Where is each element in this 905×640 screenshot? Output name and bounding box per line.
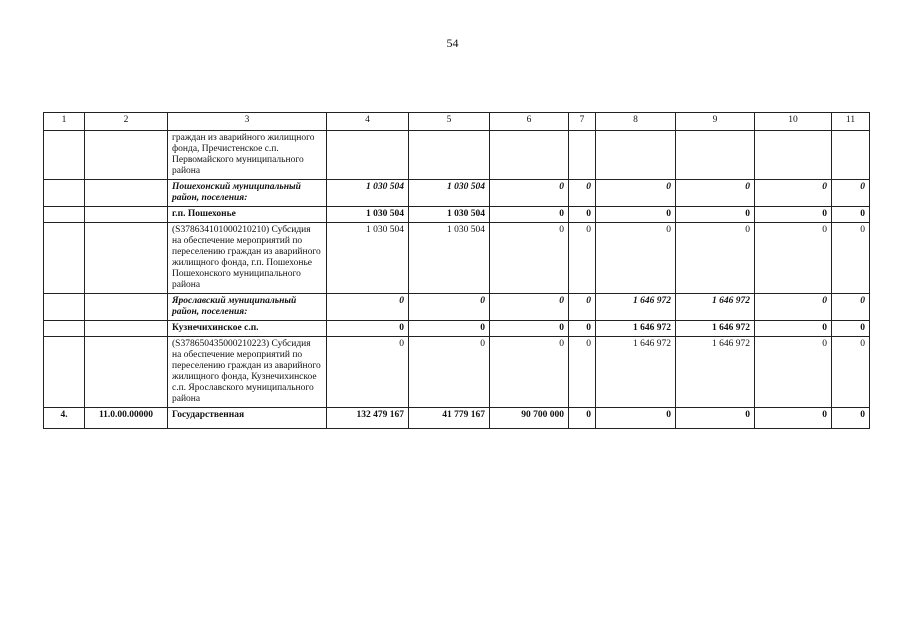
value-cell: 0 (409, 321, 490, 337)
code-cell (85, 321, 168, 337)
value-cell: 0 (832, 294, 870, 321)
budget-table (43, 112, 870, 429)
column-header: 9 (676, 113, 755, 131)
description-cell: Государственная (168, 408, 327, 429)
value-cell: 0 (832, 223, 870, 294)
code-cell (85, 294, 168, 321)
column-header: 4 (327, 113, 409, 131)
table-row (44, 131, 870, 180)
value-cell (832, 131, 870, 180)
value-cell: 0 (596, 408, 676, 429)
value-cell: 0 (490, 223, 569, 294)
row-number-cell (44, 131, 85, 180)
value-cell: 0 (676, 207, 755, 223)
value-cell: 0 (596, 180, 676, 207)
table-row (44, 223, 870, 294)
value-cell (409, 131, 490, 180)
value-cell: 0 (569, 207, 596, 223)
description-cell: (S378650435000210223) Субсидия на обеспечение мероприятий по переселению граждан из аварийного жилищного фонда, Кузнечихинское с.п. Ярославского муниципального района (168, 337, 327, 408)
value-cell: 0 (490, 337, 569, 408)
value-cell: 1 646 972 (596, 337, 676, 408)
value-cell: 0 (755, 337, 832, 408)
value-cell: 0 (755, 207, 832, 223)
column-header: 3 (168, 113, 327, 131)
value-cell: 0 (569, 294, 596, 321)
code-cell (85, 337, 168, 408)
value-cell: 0 (569, 223, 596, 294)
value-cell: 0 (676, 408, 755, 429)
value-cell: 0 (327, 337, 409, 408)
value-cell (596, 131, 676, 180)
value-cell: 0 (596, 207, 676, 223)
column-header: 10 (755, 113, 832, 131)
column-header: 2 (85, 113, 168, 131)
description-cell: граждан из аварийного жилищного фонда, Пречистенское с.п. Первомайского муниципального района (168, 131, 327, 180)
value-cell: 1 646 972 (596, 294, 676, 321)
value-cell: 1 030 504 (327, 207, 409, 223)
value-cell: 0 (676, 180, 755, 207)
description-cell: Пошехонский муниципальный район, поселения: (168, 180, 327, 207)
table-row (44, 294, 870, 321)
value-cell: 1 030 504 (409, 180, 490, 207)
value-cell: 1 646 972 (596, 321, 676, 337)
value-cell: 90 700 000 (490, 408, 569, 429)
value-cell: 0 (327, 321, 409, 337)
value-cell: 1 030 504 (409, 207, 490, 223)
description-cell: Ярославский муниципальный район, поселения: (168, 294, 327, 321)
value-cell: 0 (596, 223, 676, 294)
value-cell (676, 131, 755, 180)
value-cell: 0 (755, 321, 832, 337)
value-cell: 0 (409, 294, 490, 321)
value-cell (569, 131, 596, 180)
table-row (44, 337, 870, 408)
value-cell: 0 (327, 294, 409, 321)
code-cell (85, 180, 168, 207)
value-cell: 0 (569, 337, 596, 408)
value-cell: 0 (832, 337, 870, 408)
value-cell: 0 (490, 321, 569, 337)
value-cell: 1 030 504 (327, 180, 409, 207)
row-number-cell (44, 294, 85, 321)
column-header: 6 (490, 113, 569, 131)
code-cell (85, 207, 168, 223)
value-cell (327, 131, 409, 180)
value-cell: 0 (832, 180, 870, 207)
value-cell: 0 (832, 408, 870, 429)
value-cell: 0 (569, 321, 596, 337)
table-row (44, 321, 870, 337)
value-cell: 0 (832, 321, 870, 337)
value-cell (755, 131, 832, 180)
value-cell: 0 (832, 207, 870, 223)
value-cell: 0 (490, 294, 569, 321)
table-row (44, 180, 870, 207)
value-cell: 41 779 167 (409, 408, 490, 429)
column-header: 1 (44, 113, 85, 131)
value-cell: 0 (755, 180, 832, 207)
value-cell: 1 646 972 (676, 321, 755, 337)
row-number-cell (44, 207, 85, 223)
value-cell: 0 (569, 180, 596, 207)
value-cell: 1 646 972 (676, 294, 755, 321)
header-row (44, 113, 870, 131)
column-header: 7 (569, 113, 596, 131)
row-number-cell (44, 321, 85, 337)
value-cell: 0 (676, 223, 755, 294)
row-number-cell (44, 337, 85, 408)
value-cell: 0 (490, 180, 569, 207)
description-cell: г.п. Пошехонье (168, 207, 327, 223)
column-header: 8 (596, 113, 676, 131)
row-number-cell: 4. (44, 408, 85, 429)
value-cell: 0 (409, 337, 490, 408)
row-number-cell (44, 180, 85, 207)
code-cell: 11.0.00.00000 (85, 408, 168, 429)
value-cell (490, 131, 569, 180)
value-cell: 0 (755, 408, 832, 429)
value-cell: 1 646 972 (676, 337, 755, 408)
code-cell (85, 131, 168, 180)
column-header: 11 (832, 113, 870, 131)
description-cell: Кузнечихинское с.п. (168, 321, 327, 337)
column-header: 5 (409, 113, 490, 131)
page-number: 54 (446, 36, 459, 50)
code-cell (85, 223, 168, 294)
value-cell: 1 030 504 (409, 223, 490, 294)
value-cell: 1 030 504 (327, 223, 409, 294)
value-cell: 0 (755, 223, 832, 294)
value-cell: 0 (755, 294, 832, 321)
value-cell: 132 479 167 (327, 408, 409, 429)
description-cell: (S378634101000210210) Субсидия на обеспечение мероприятий по переселению граждан из аварийного жилищного фонда, г.п. Пошехонье Пошехонского муниципального района (168, 223, 327, 294)
value-cell: 0 (569, 408, 596, 429)
value-cell: 0 (490, 207, 569, 223)
row-number-cell (44, 223, 85, 294)
table-row (44, 408, 870, 429)
table-row (44, 207, 870, 223)
